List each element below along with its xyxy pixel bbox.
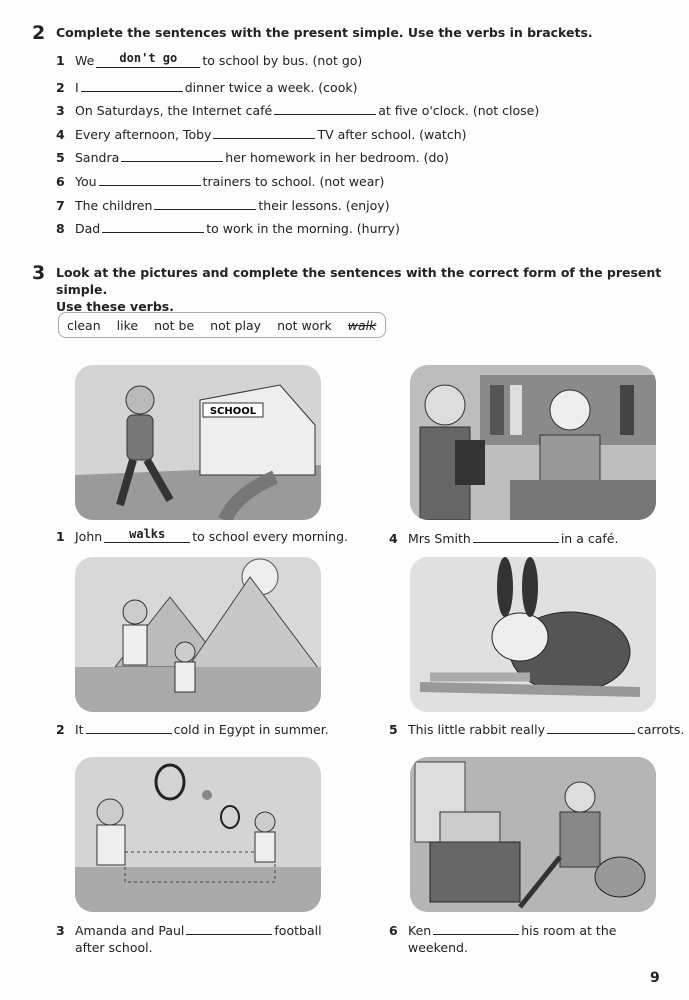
sentence-end: trainers to school. (not wear) bbox=[202, 174, 385, 189]
picture-egypt-pyramids bbox=[75, 557, 321, 712]
caption-item bbox=[56, 920, 322, 956]
item-number: 3 bbox=[56, 103, 65, 118]
item-number: 4 bbox=[56, 127, 65, 142]
sentence-end-line-2: after school. bbox=[75, 940, 153, 955]
answer-blank[interactable] bbox=[433, 920, 519, 935]
answer-blank[interactable] bbox=[99, 171, 201, 186]
picture-tennis bbox=[75, 757, 321, 912]
sentence-end: at five o'clock. (not close) bbox=[378, 103, 540, 118]
sentence-item bbox=[56, 53, 362, 68]
exercise-2-number: 2 bbox=[32, 22, 46, 44]
sentence-end-line-2: weekend. bbox=[408, 940, 468, 955]
sentence-item bbox=[56, 124, 467, 142]
verb: not play bbox=[210, 317, 262, 333]
answer-blank[interactable] bbox=[86, 719, 172, 734]
exercise-2-instruction: Complete the sentences with the present simple. Use the verbs in brackets. bbox=[56, 25, 593, 40]
sentence-item bbox=[56, 171, 384, 189]
sentence-end: her homework in her bedroom. (do) bbox=[225, 150, 449, 165]
sentence-start: You bbox=[75, 174, 97, 189]
answer-blank[interactable] bbox=[473, 528, 559, 543]
sentence-start: Mrs Smith bbox=[408, 531, 471, 546]
sentence-start: It bbox=[75, 722, 84, 737]
item-number: 2 bbox=[56, 80, 65, 95]
sentence-end: to school by bus. (not go) bbox=[202, 53, 363, 68]
sentence-end: football bbox=[274, 923, 322, 938]
sentence-start: On Saturdays, the Internet café bbox=[75, 103, 273, 118]
answer-blank[interactable] bbox=[121, 147, 223, 162]
answer-blank[interactable] bbox=[186, 920, 272, 935]
sentence-end: their lessons. (enjoy) bbox=[258, 198, 390, 213]
picture-mrs-smith-in-shop bbox=[410, 365, 656, 520]
verb: not be bbox=[154, 317, 195, 333]
instruction-line-2: Use these verbs. bbox=[56, 299, 174, 314]
exercise-3-instruction bbox=[56, 264, 689, 315]
sentence-start: Every afternoon, Toby bbox=[75, 127, 212, 142]
sentence-end: to work in the morning. (hurry) bbox=[206, 221, 400, 236]
sentence-end: dinner twice a week. (cook) bbox=[184, 80, 358, 95]
caption-item bbox=[389, 719, 684, 738]
item-number: 2 bbox=[56, 722, 65, 737]
caption-line-2 bbox=[56, 939, 322, 956]
caption-item bbox=[56, 528, 348, 545]
page-number: 9 bbox=[650, 970, 660, 986]
verb: like bbox=[116, 317, 139, 333]
item-number: 3 bbox=[56, 923, 65, 938]
sentence-end: carrots. bbox=[636, 722, 685, 737]
caption-item bbox=[389, 528, 618, 547]
verb-box bbox=[58, 312, 386, 338]
answer-text: walks bbox=[129, 527, 166, 541]
answer-blank[interactable] bbox=[213, 124, 315, 139]
sentence-start: Sandra bbox=[75, 150, 120, 165]
picture-john-walking-to-school bbox=[75, 365, 321, 520]
answer-blank[interactable] bbox=[547, 719, 635, 734]
sentence-item bbox=[56, 77, 357, 95]
item-number: 4 bbox=[389, 531, 398, 546]
answer-blank[interactable] bbox=[274, 100, 376, 115]
sentence-end: cold in Egypt in summer. bbox=[173, 722, 329, 737]
sentence-start: Amanda and Paul bbox=[75, 923, 185, 938]
answer-blank[interactable] bbox=[102, 218, 204, 233]
item-number: 7 bbox=[56, 198, 65, 213]
answer-blank[interactable] bbox=[104, 528, 190, 543]
item-number: 8 bbox=[56, 221, 65, 236]
sentence-start: John bbox=[75, 529, 103, 544]
caption-item bbox=[389, 920, 616, 956]
answer-text: don't go bbox=[119, 51, 178, 65]
picture-rabbit-eating-carrots bbox=[410, 557, 656, 712]
item-number: 1 bbox=[56, 529, 65, 544]
sentence-start: Ken bbox=[408, 923, 432, 938]
picture-ken-cleaning-room bbox=[410, 757, 656, 912]
verb: clean bbox=[67, 317, 101, 333]
sentence-end: his room at the bbox=[521, 923, 617, 938]
sentence-item bbox=[56, 195, 390, 213]
instruction-line-1: Look at the pictures and complete the sentences with the correct form of the present simple. bbox=[56, 265, 662, 297]
sentence-start: The children bbox=[75, 198, 153, 213]
answer-blank[interactable] bbox=[81, 77, 183, 92]
sentence-start: Dad bbox=[75, 221, 101, 236]
answer-blank[interactable] bbox=[96, 53, 200, 68]
verb: not work bbox=[277, 317, 332, 333]
sentence-start: We bbox=[75, 53, 95, 68]
sentence-start: I bbox=[75, 80, 79, 95]
sentence-end: TV after school. (watch) bbox=[317, 127, 467, 142]
item-number: 5 bbox=[389, 722, 398, 737]
caption-line-2 bbox=[389, 939, 616, 956]
school-sign: SCHOOL bbox=[209, 406, 257, 417]
sentence-item bbox=[56, 100, 539, 118]
item-number: 5 bbox=[56, 150, 65, 165]
answer-blank[interactable] bbox=[154, 195, 256, 210]
sentence-end: to school every morning. bbox=[192, 529, 349, 544]
sentence-start: This little rabbit really bbox=[408, 722, 545, 737]
sentence-end: in a café. bbox=[560, 531, 619, 546]
exercise-3-number: 3 bbox=[32, 262, 46, 284]
caption-item bbox=[56, 719, 329, 738]
item-number: 1 bbox=[56, 53, 65, 68]
sentence-item bbox=[56, 147, 449, 165]
sentence-item bbox=[56, 218, 400, 236]
verb-crossed-out: walk bbox=[347, 317, 377, 333]
item-number: 6 bbox=[56, 174, 65, 189]
item-number: 6 bbox=[389, 923, 398, 938]
